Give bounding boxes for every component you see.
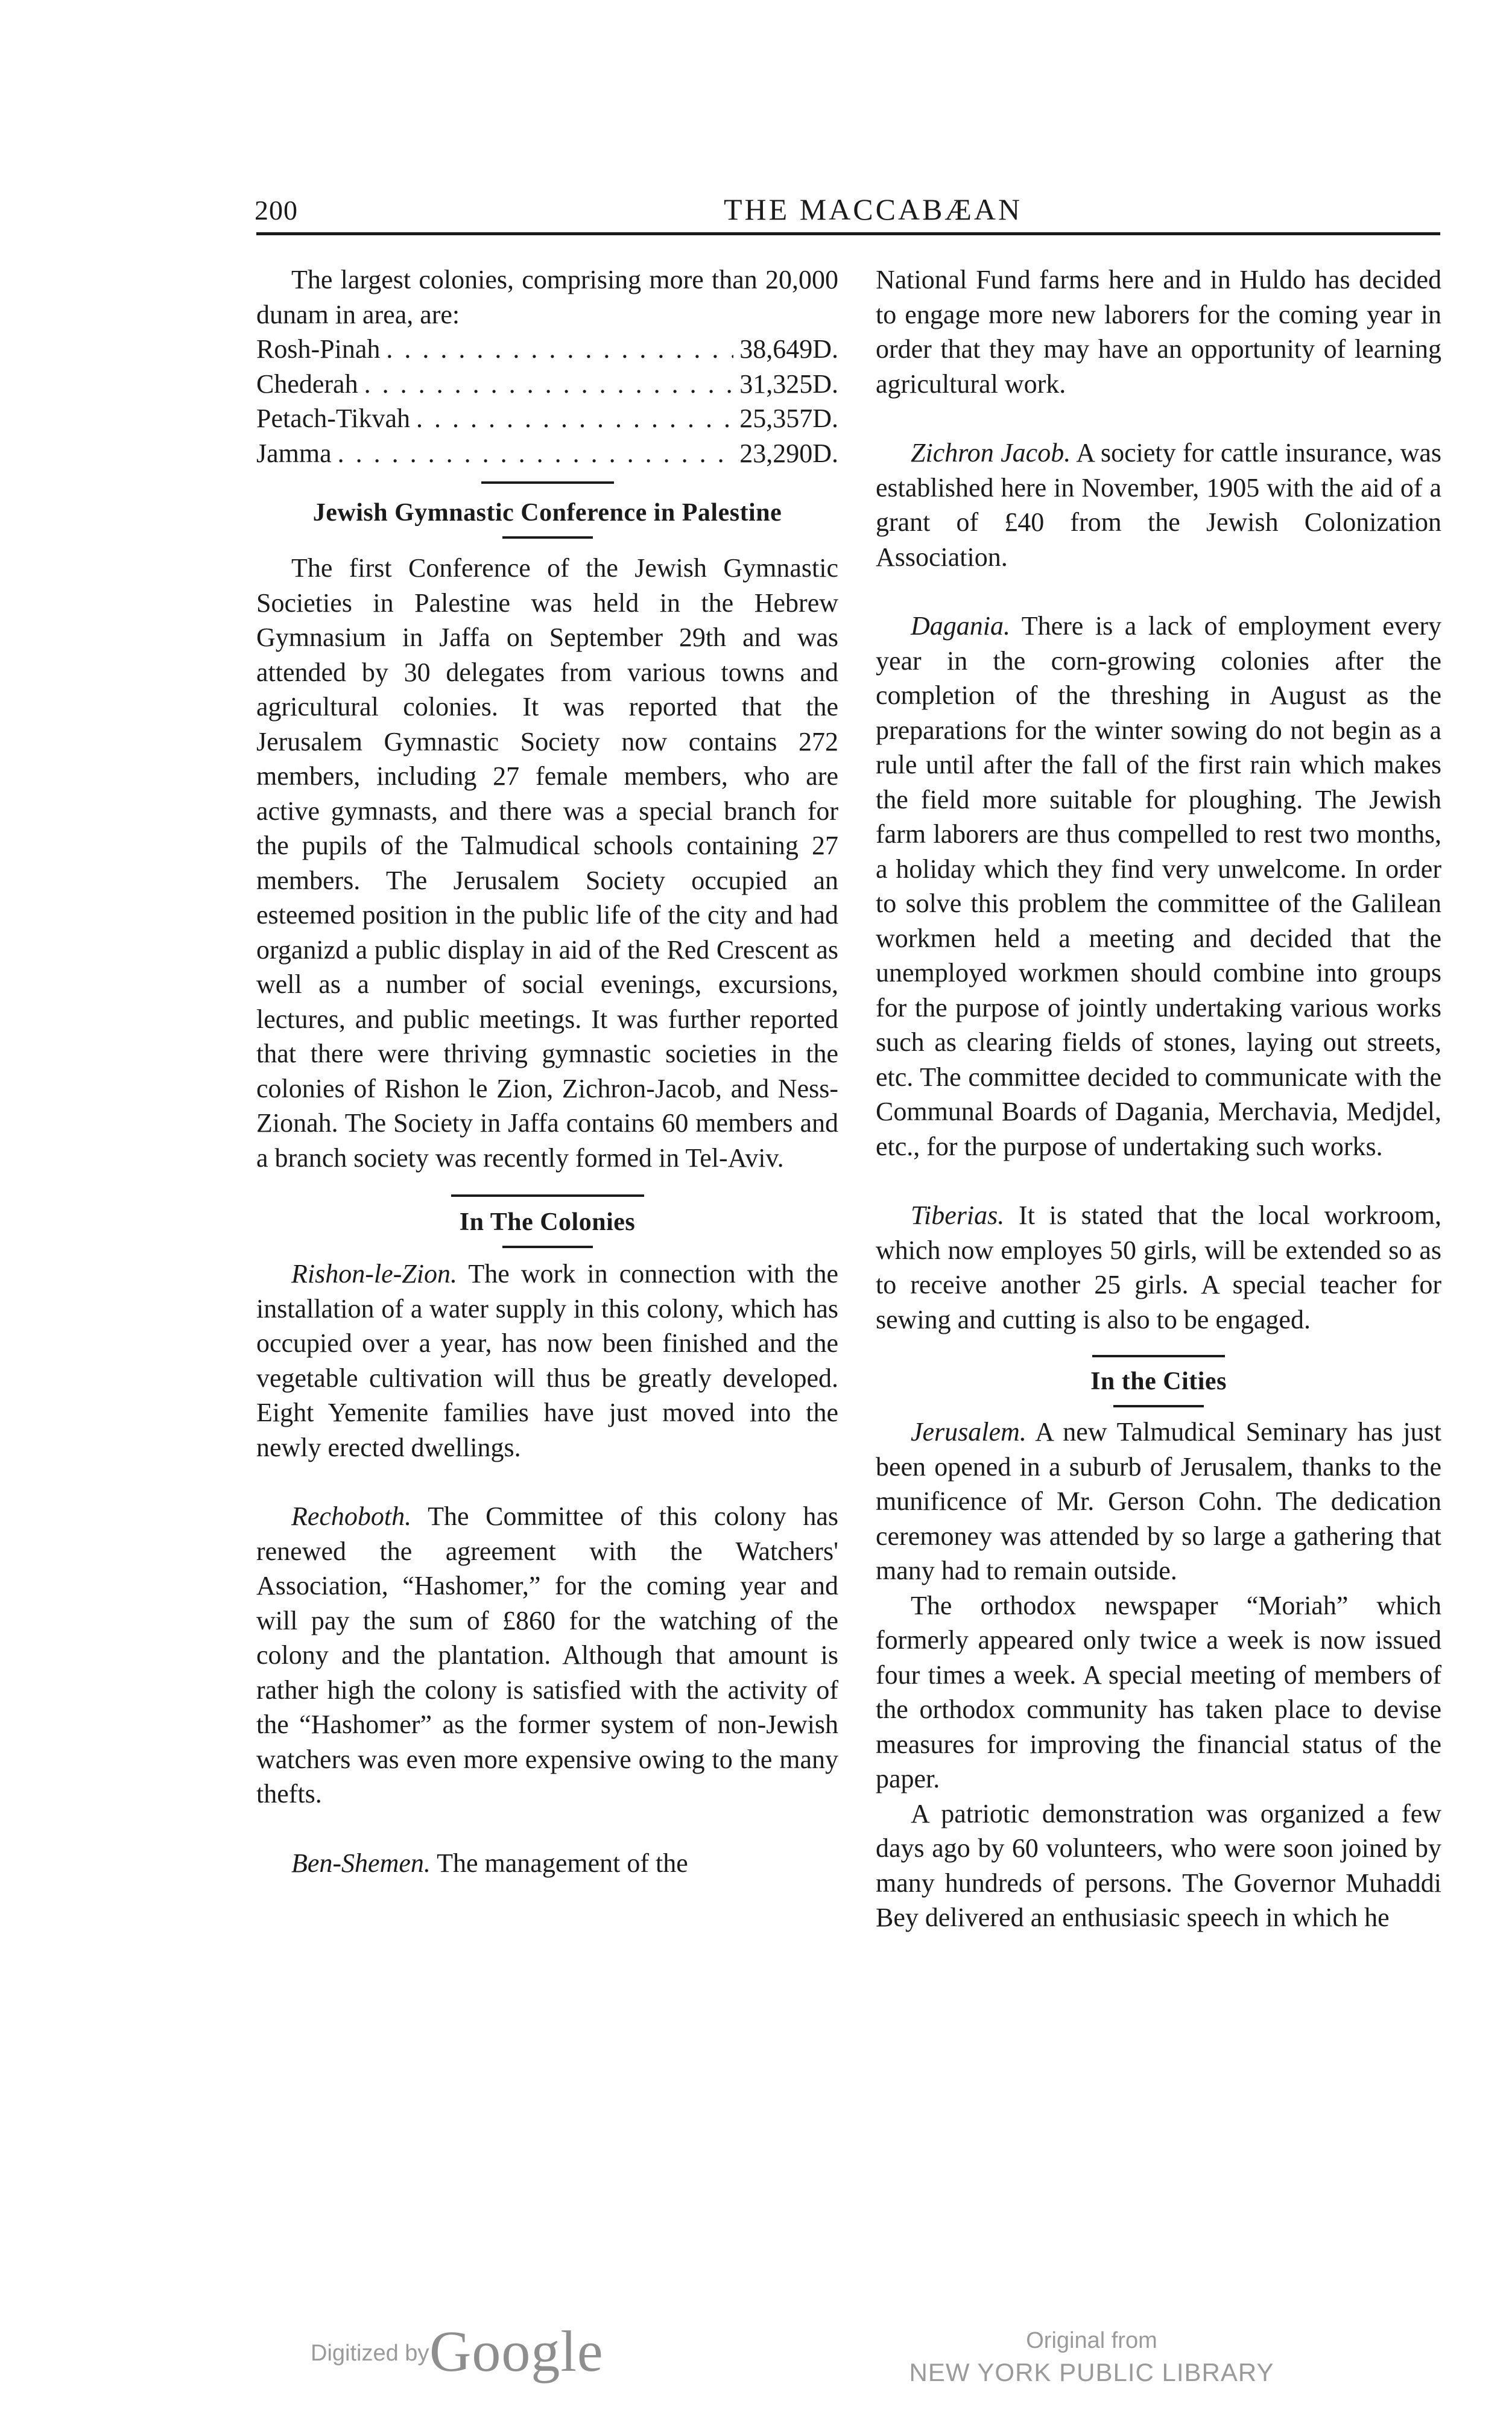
gymnastic-heading: Jewish Gymnastic Conference in Palestine (312, 499, 782, 527)
paragraph-text: There is a lack of employment every year in the corn-growing colonies after the completion of the threshing in August as the preparations for the winter sowing do not begin as a rule until after the fall of the first rain which makes the field more suitable for ploughing. The Jewish farm laborers are thus compelled to rest two months, a holiday which they find very unwelcome. In order to solve this problem the committee of the Galilean workmen held a meeting and decided that the unemployed workmen should combine into groups for the purpose of jointly undertaking various works such as clearing fields of stones, laying out streets, etc. The committee decided to communicate with the Communal Boards of Dagania, Merchavia, Medjdel, etc., for the purpose of undertaking such works. (876, 611, 1441, 1161)
list-item (256, 436, 838, 471)
leader-dots (338, 436, 734, 471)
google-logo: Google (429, 2319, 604, 2383)
list-item (256, 367, 838, 402)
place-name: Ben-Shemen. (291, 1848, 431, 1878)
section-rule (1113, 1405, 1204, 1407)
colonies-intro: The largest colonies, comprising more than 20,000 dunam in area, are: (256, 265, 838, 329)
header-rule (256, 232, 1440, 235)
section-rule (502, 536, 593, 539)
dagania-paragraph (876, 609, 1441, 1164)
list-item (256, 401, 838, 436)
section-rule (1092, 1355, 1225, 1357)
demonstration-paragraph: A patriotic demonstration was organized a few days ago by 60 volunteers, who were soon joined by many hundreds of persons. The Governor Muhaddi Bey delivered an enthusiasic speech in which he (876, 1798, 1441, 1932)
paragraph-text: The management of the (437, 1848, 688, 1878)
paragraph-text: The work in connection with the installation of a water supply in this colony, which has occupied over a year, has now been finished and the vegetable cultivation will thus be greatly developed. Eight Yemenite families have just moved into the newly erected dwellings. (256, 1259, 838, 1462)
section-rule (481, 481, 614, 484)
cities-heading: In the Cities (1090, 1368, 1227, 1395)
leader-dots (416, 401, 733, 436)
original-from-label: Original from (1026, 2328, 1157, 2353)
place-name: Rishon-le-Zion. (291, 1259, 457, 1289)
leader-dots (386, 332, 733, 367)
right-column (876, 262, 1441, 1935)
colony-name: Chederah (256, 369, 358, 399)
library-name: NEW YORK PUBLIC LIBRARY (909, 2358, 1274, 2386)
place-name: Tiberias. (911, 1200, 1005, 1230)
digitized-by-label: Digitized by (311, 2341, 429, 2366)
section-rule (451, 1194, 644, 1197)
list-item (256, 332, 838, 367)
library-credit (881, 2326, 1303, 2389)
colony-name: Petach-Tikvah (256, 404, 411, 433)
gymnastic-paragraph: The first Conference of the Jewish Gymnastic Societies in Palestine was held in the Hebrew Gymnasium in Jaffa on September 29th and was attended by 30 delegates from various towns and agricultural colonies. It was reported that the Jerusalem Gymnastic Society now contains 272 members, including 27 female members, who are active gymnasts, and there was a special branch for the pupils of the Talmudical schools containing 27 members. The Jerusalem Society occupied an esteemed position in the public life of the city and had organizd a public display in aid of the Red Crescent as well as a number of social evenings, excursions, lectures, and public meetings. It was further reported that there were thriving gymnastic societies in the colonies of Rishon le Zion, Zichron-Jacob, and Ness-Zionah. The Society in Jaffa contains 60 members and a branch society was recently formed in Tel-Aviv. (256, 553, 838, 1173)
colonies-list (256, 332, 838, 471)
zichron-paragraph (876, 436, 1441, 574)
paragraph-text: It is stated that the local workroom, which now employes 50 girls, will be extended so as to receive another 25 girls. A special teacher for sewing and cutting is also to be engaged. (876, 1200, 1442, 1334)
rishon-paragraph (256, 1257, 838, 1465)
rechoboth-paragraph (256, 1499, 838, 1812)
colony-area: 25,357D. (739, 404, 838, 433)
colony-name: Rosh-Pinah (256, 334, 381, 364)
place-name: Zichron Jacob. (911, 438, 1071, 468)
benshemen-paragraph (256, 1846, 838, 1881)
paragraph-text: A society for cattle insurance, was established here in November, 1905 with the aid of a grant of £40 from the Jewish Colonization Association. (876, 438, 1441, 572)
colony-name: Jamma (256, 438, 332, 468)
colonies-heading: In The Colonies (459, 1208, 636, 1236)
moriah-paragraph: The orthodox newspaper “Moriah” which formerly appeared only twice a week is now issued four times a week. A special meeting of members of the orthodox community has taken place to devise measures for improving the financial status of the paper. (876, 1590, 1441, 1793)
page-number: 200 (255, 195, 298, 226)
colony-area: 38,649D. (739, 334, 838, 364)
paragraph-text: The Committee of this colony has renewed the agreement with the Watchers' Association, “Hashomer,” for the coming year and will pay the sum of £860 for the watching of the colony and the plantation. Although that amount is rather high the colony is satisfied with the activity of the “Hashomer” as the former system of non-Jewish watchers was even more expensive owing to the many thefts. (256, 1501, 838, 1809)
place-name: Rechoboth. (291, 1501, 412, 1531)
running-title: THE MACCABÆAN (724, 192, 1023, 226)
colony-area: 31,325D. (739, 369, 838, 399)
jerusalem-paragraph (876, 1415, 1441, 1588)
place-name: Jerusalem. (911, 1417, 1026, 1447)
section-rule (502, 1246, 593, 1248)
tiberias-paragraph (876, 1198, 1441, 1337)
place-name: Dagania. (911, 611, 1010, 641)
leader-dots (364, 367, 734, 402)
benshemen-continued: National Fund farms here and in Huldo has decided to engage more new laborers for the coming year in order that they may have an opportunity of learning agricultural work. (876, 265, 1441, 399)
paragraph-text: A new Talmudical Seminary has just been opened in a suburb of Jerusalem, thanks to the munificence of Mr. Gerson Cohn. The dedication ceremoney was attended by so large a gathering that many had to remain outside. (876, 1417, 1441, 1585)
left-column (256, 262, 838, 1880)
colony-area: 23,290D. (739, 438, 838, 468)
